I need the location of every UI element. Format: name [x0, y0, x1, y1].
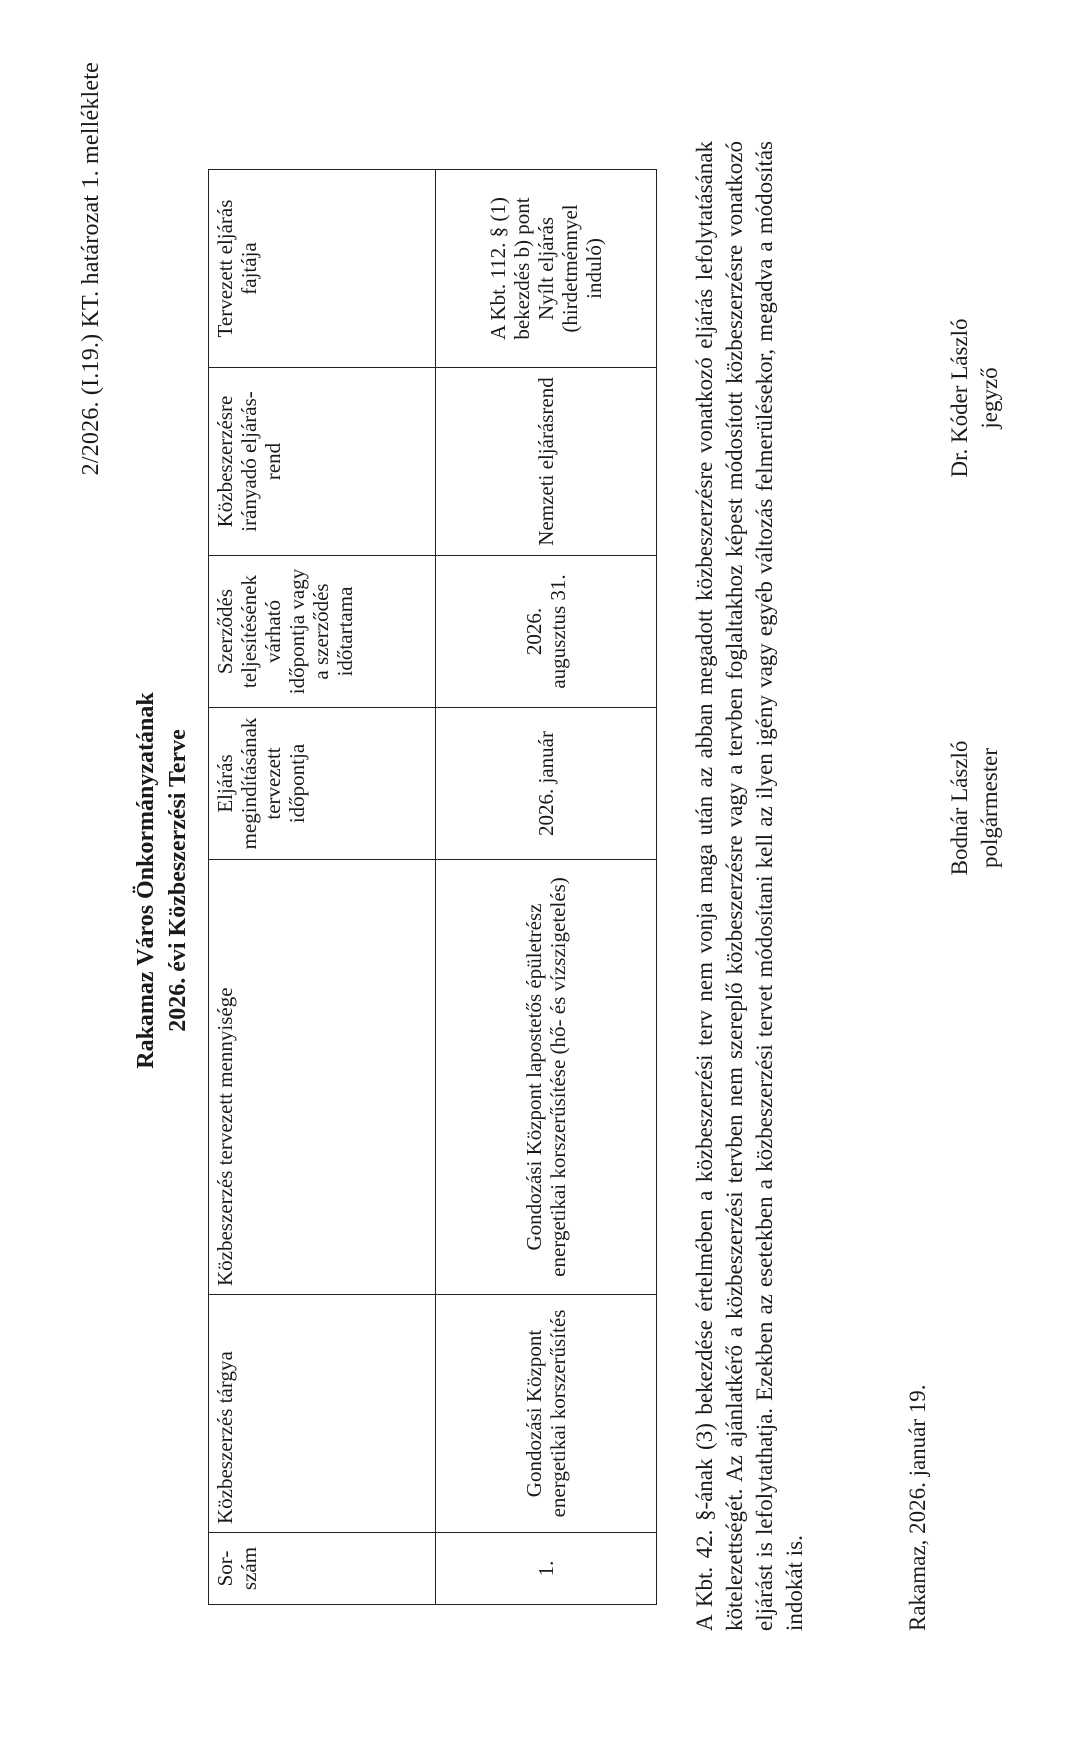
mayor-title: polgármester — [977, 747, 1002, 869]
place-date: Rakamaz, 2026. január 19. — [905, 1384, 930, 1631]
notary-signature-block — [945, 288, 1005, 508]
document-title — [130, 0, 194, 1761]
mayor-signature-block — [945, 698, 1005, 918]
cell-sorszam: 1. — [436, 1533, 657, 1605]
header-eljarasrend: Közbeszerzésre irányadó eljárás-rend — [209, 368, 436, 556]
header-sorszam: Sor-szám — [209, 1533, 436, 1605]
cell-mennyisege: Gondozási Központ lapostetős épületrész energetikai korszerűsítése (hő- és vízszigetelés) — [436, 860, 657, 1295]
cell-teljesites: 2026. augusztus 31. — [436, 556, 657, 708]
legal-notice-paragraph: A Kbt. 42. §-ának (3) bekezdése értelmében a közbeszerzési terv nem vonja maga után az abban megadott közbeszerzésre vonatkozó eljárás lefolytatásának kötelezettségét. Az ajánlatkérő a közbeszerzési tervben nem szereplő közbeszerzésre vagy a tervben foglaltakhoz képest módosított közbeszerzésre vonatkozó eljárást is lefolytathatja. Ezekben az esetekben a közbeszerzési tervet módosítani kell az ilyen igény vagy egyéb változás felmerülésekor, megadva a módosítás indokát is. — [692, 141, 807, 1631]
cell-fajtaja: A Kbt. 112. § (1) bekezdés b) pont Nyílt eljárás (hirdetménnyel induló) — [436, 170, 657, 368]
notary-name: Dr. Kóder László — [947, 318, 972, 478]
notary-title: jegyző — [977, 367, 1002, 429]
header-mennyisege: Közbeszerzés tervezett mennyisége — [209, 860, 436, 1295]
header-megindítas: Eljárás megindításának tervezett időpontja — [209, 708, 436, 860]
title-line-2: 2026. évi Közbeszerzési Terve — [165, 729, 191, 1032]
cell-eljarasrend: Nemzeti eljárásrend — [436, 368, 657, 556]
cell-targya: Gondozási Központ energetikai korszerűsítés — [436, 1295, 657, 1533]
header-teljesites: Szerződés teljesítésének várható időpontja vagy a szerződés időtartama — [209, 556, 436, 708]
header-fajtaja: Tervezett eljárás fajtája — [209, 170, 436, 368]
resolution-reference: 2/2026. (I.19.) KT. határozat 1. melléklete — [78, 62, 104, 476]
table-row — [436, 170, 657, 1605]
mayor-name: Bodnár László — [947, 740, 972, 876]
header-targya: Közbeszerzés tárgya — [209, 1295, 436, 1533]
procurement-plan-table — [208, 169, 657, 1605]
table-header-row — [209, 170, 436, 1605]
cell-megindítas: 2026. január — [436, 708, 657, 860]
title-line-1: Rakamaz Város Önkormányzatának — [133, 692, 159, 1069]
